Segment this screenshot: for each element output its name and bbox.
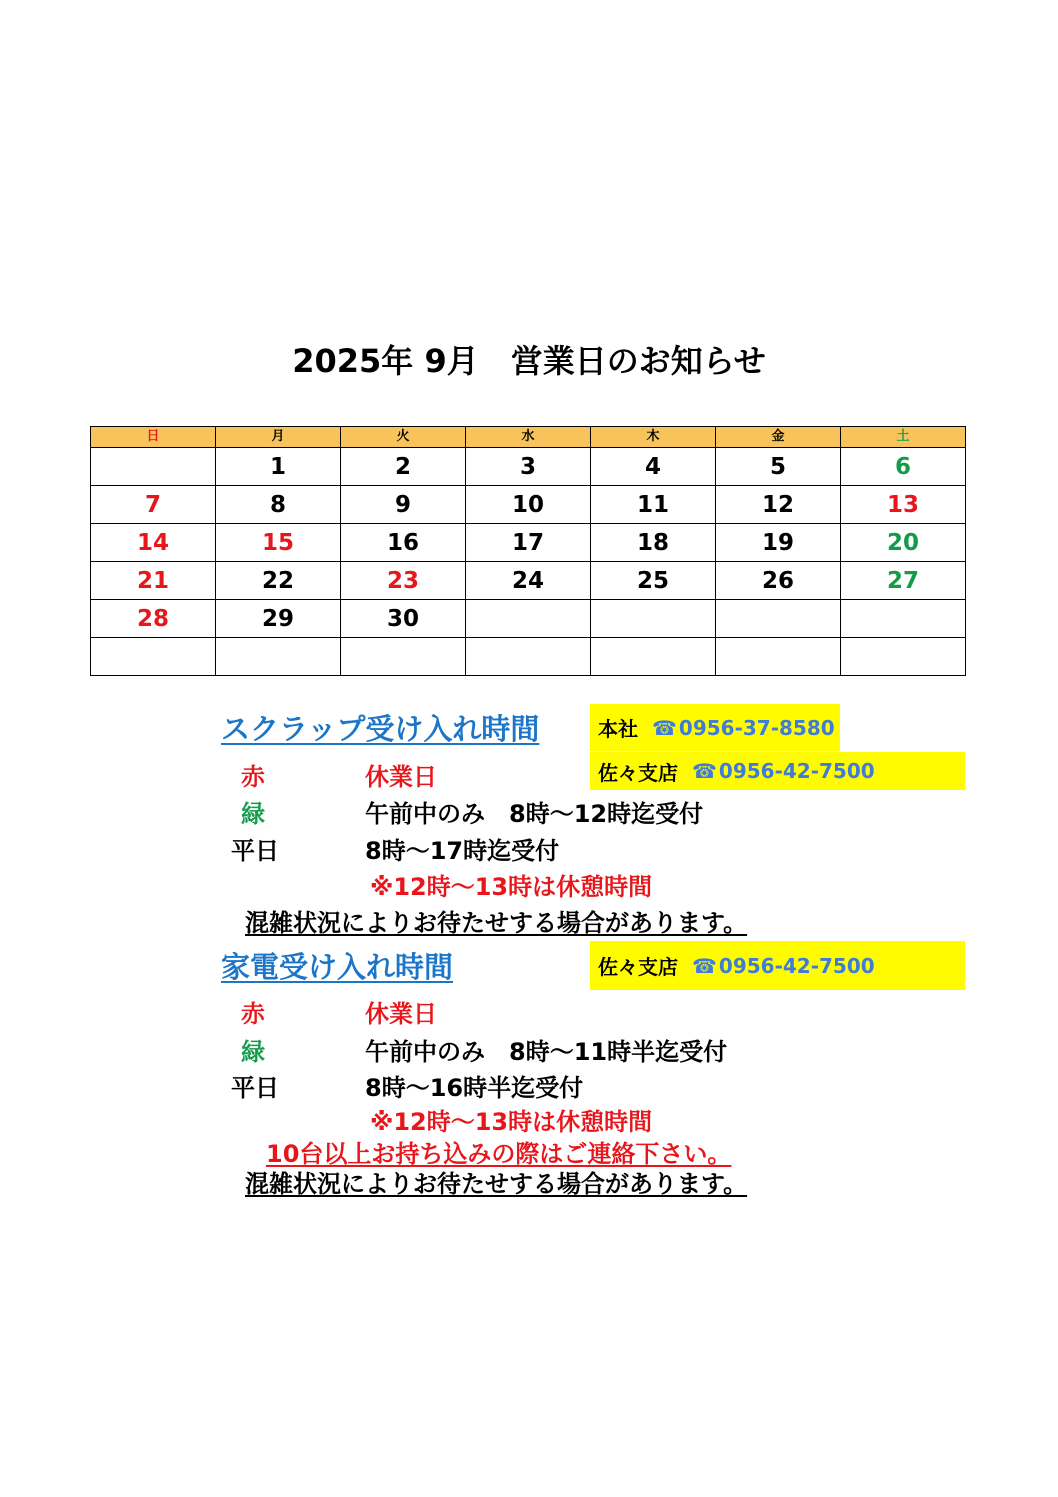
calendar-day-cell [591,638,716,676]
calendar-week-row [91,486,966,524]
calendar-day-cell: 27 [841,562,966,600]
calendar-day-cell: 24 [466,562,591,600]
calendar-day-cell [591,600,716,638]
calendar-day-cell: 2 [341,448,466,486]
calendar-day-cell: 26 [716,562,841,600]
calendar-day-cell: 8 [216,486,341,524]
appliance-contact-branch [590,941,965,990]
calendar-day-cell: 4 [591,448,716,486]
calendar-day-cell [716,638,841,676]
calendar-day-cell [841,638,966,676]
scrap-red-desc: 休業日 [365,763,437,791]
appliance-green-desc: 午前中のみ 8時～11時半迄受付 [365,1038,728,1066]
scrap-crowd-note: 混雑状況によりお待たせする場合があります。 [245,909,748,937]
calendar-day-cell: 5 [716,448,841,486]
contact-name: 佐々支店 [598,760,678,785]
appliance-break-note: ※12時～13時は休憩時間 [370,1108,653,1136]
calendar-day-cell: 1 [216,448,341,486]
calendar-day-cell: 6 [841,448,966,486]
calendar-day-cell: 13 [841,486,966,524]
calendar-day-cell: 3 [466,448,591,486]
weekday-header: 月 [216,427,341,448]
appliance-bulk-note: 10台以上お持ち込みの際はご連絡下さい。 [266,1140,732,1168]
calendar-day-cell [466,600,591,638]
calendar-day-cell: 23 [341,562,466,600]
scrap-weekday-key: 平日 [231,837,279,865]
weekday-header: 金 [716,427,841,448]
calendar-week-row [91,448,966,486]
calendar-day-cell: 21 [91,562,216,600]
calendar-day-cell [341,638,466,676]
calendar-day-cell [716,600,841,638]
contact-name: 佐々支店 [598,955,678,979]
calendar-day-cell: 22 [216,562,341,600]
calendar-table [90,426,966,676]
scrap-green-desc: 午前中のみ 8時～12時迄受付 [365,800,704,828]
calendar-week-row [91,524,966,562]
scrap-green-key: 緑 [241,800,265,828]
weekday-header: 火 [341,427,466,448]
appliance-green-key: 緑 [241,1038,265,1066]
scrap-weekday-desc: 8時～17時迄受付 [365,837,560,865]
contact-name: 本社 [598,717,638,741]
calendar-day-cell: 10 [466,486,591,524]
calendar-day-cell: 16 [341,524,466,562]
calendar-day-cell: 29 [216,600,341,638]
weekday-header: 木 [591,427,716,448]
calendar-day-cell [91,448,216,486]
appliance-weekday-key: 平日 [231,1074,279,1102]
calendar-day-cell: 25 [591,562,716,600]
telephone-icon: ☎ [692,953,717,978]
calendar-day-cell [91,638,216,676]
calendar-day-cell: 30 [341,600,466,638]
calendar-day-cell [216,638,341,676]
telephone-icon: ☎ [652,715,677,740]
calendar-day-cell: 9 [341,486,466,524]
telephone-icon: ☎ [692,759,717,783]
scrap-contact-head-office [590,704,840,751]
appliance-red-desc: 休業日 [365,1000,437,1028]
calendar-day-cell: 12 [716,486,841,524]
weekday-header: 日 [91,427,216,448]
weekday-header: 水 [466,427,591,448]
appliance-heading: 家電受け入れ時間 [221,950,454,984]
calendar-day-cell: 28 [91,600,216,638]
contact-phone: ☎ 0956-37-8580 [652,715,835,740]
appliance-red-key: 赤 [241,1000,265,1028]
calendar-day-cell: 7 [91,486,216,524]
scrap-contact-branch [590,752,965,790]
calendar-day-cell: 15 [216,524,341,562]
appliance-weekday-desc: 8時～16時半迄受付 [365,1074,584,1102]
weekday-header: 土 [841,427,966,448]
appliance-crowd-note: 混雑状況によりお待たせする場合があります。 [245,1170,748,1198]
weekday-header-row [91,427,966,448]
scrap-break-note: ※12時～13時は休憩時間 [370,873,653,901]
calendar-week-row [91,600,966,638]
calendar-day-cell [841,600,966,638]
calendar-day-cell: 14 [91,524,216,562]
calendar-day-cell: 20 [841,524,966,562]
contact-phone: ☎ 0956-42-7500 [692,953,875,978]
calendar-week-row [91,638,966,676]
calendar-day-cell: 19 [716,524,841,562]
calendar-week-row [91,562,966,600]
calendar-day-cell: 18 [591,524,716,562]
page-title: 2025年 9月 営業日のお知らせ [292,342,766,380]
scrap-red-key: 赤 [241,763,265,791]
calendar-day-cell [466,638,591,676]
scrap-heading: スクラップ受け入れ時間 [221,712,540,746]
contact-phone: ☎ 0956-42-7500 [692,759,875,783]
calendar-day-cell: 17 [466,524,591,562]
calendar-day-cell: 11 [591,486,716,524]
